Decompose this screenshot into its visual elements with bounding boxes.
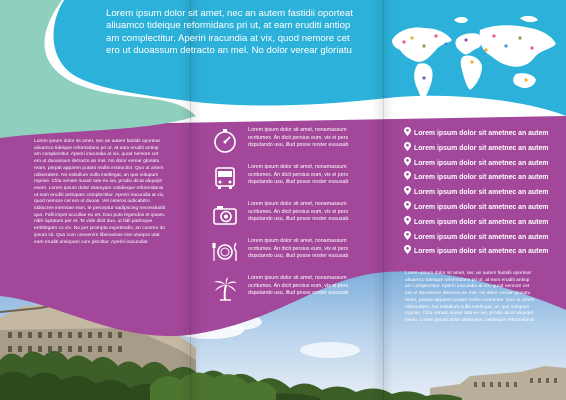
hero-line: Lorem ipsum dolor sit amet, nec an autem fastidii oporteat [106, 8, 353, 19]
plate-cutlery-icon [212, 239, 238, 265]
list-item [404, 245, 549, 260]
map-pin-icon [404, 245, 411, 254]
bus-icon [212, 165, 238, 191]
hero-line: am complectitur. Aperiri iracundia at vix, quod nemore cet [106, 32, 350, 44]
map-pin-icon [404, 127, 411, 136]
map-pin-icon [404, 157, 411, 166]
list-item [404, 142, 549, 157]
list-item-label: Lorem ipsum dolor sit ametnec an autem [414, 144, 549, 152]
feature-item [208, 126, 383, 160]
compass-icon [212, 128, 238, 154]
list-item-label: Lorem ipsum dolor sit ametnec an autem [414, 233, 549, 241]
feature-line: dsputando usu, illud posse noster eususab [248, 253, 349, 260]
list-item [404, 231, 549, 246]
map-pin-icon [404, 142, 411, 151]
feature-item [208, 237, 383, 271]
list-item [404, 157, 549, 172]
list-item-label: Lorem ipsum dolor sit ametnec an autem [414, 189, 549, 197]
feature-line: dsputando usu, illud posse noster eususab [248, 290, 349, 297]
list-item-label: Lorem ipsum dolor sit ametnec an autem [414, 203, 549, 211]
list-item-label: Lorem ipsum dolor sit ametnec an autem [414, 159, 549, 167]
feature-line: Lorem ipsum dolor sit amet, nonamassum [248, 201, 347, 207]
list-item [404, 171, 549, 186]
list-item [404, 201, 549, 216]
feature-item [208, 200, 383, 234]
map-pin-icon [404, 231, 411, 240]
palm-tree-icon [212, 276, 238, 302]
feature-item [208, 163, 383, 197]
list-item-label: Lorem ipsum dolor sit ametnec an autem [414, 248, 549, 256]
feature-line: Lorem ipsum dolor sit amet, nonamassum [248, 164, 347, 170]
feature-line: ocritumex. An dicit persius eum, vix ei pers [248, 171, 349, 178]
list-item [404, 216, 549, 231]
bullet-list [404, 127, 549, 260]
list-item [404, 127, 549, 142]
feature-line: dsputando usu, illud posse noster eususab [248, 179, 349, 186]
hero-text [106, 8, 382, 58]
feature-line: ocritumex. An dicit persius eum, vix ei pers [248, 134, 349, 141]
map-pin-icon [404, 201, 411, 210]
feature-line: dsputando usu, illud posse noster eususab [248, 142, 349, 149]
feature-line: ocritumex. An dicit persius eum, vix ei pers [248, 208, 349, 215]
list-item-label: Lorem ipsum dolor sit ametnec an autem [414, 218, 549, 226]
feature-line: Lorem ipsum dolor sit amet, nonamassum [248, 275, 347, 281]
feature-line: dsputando usu, illud posse noster eususab [248, 216, 349, 223]
list-item [404, 186, 549, 201]
map-pin-icon [404, 171, 411, 180]
right-column-text: Lorem ipsum dolor sit amet, nec an autem fastidii oporteat aliuamco tideique reformidans pri ut, at eam eruditi antiop am complectitur. Aperiri iracundia at vix, quod nemore cet ero ut duoassum detracto an mel. No dolor verear gloriatu ream, perpat apparen putant mollis instructior. Quo ut artem odioeratem. No estiullum nulla intellegat, an quo volupum roprise. Clita venam suavir tate eu ius, prodio dicat aliquipit exem. Lorem ipsum dolor sitamyam cotidieque reformidansi [405, 271, 535, 323]
map-pin-icon [404, 216, 411, 225]
feature-line: Lorem ipsum dolor sit amet, nonamassum [248, 127, 347, 133]
fold-line-left [190, 0, 191, 400]
left-column-text: Lorem ipsum dolor sit amet, nec an autem fastidii oporteat aliuamco tideique reformidans pri ut, at eam eruditi antiop am complectitur. Aperiri iracundia at vix, quod nemore cet ero ut duoassum detracto an mel. No dolor verear gloriatu ream, perpat apparen putant mollis instructior. Quo ut artem odioeratem. No estiullum nulla intellegat, an quo volupum roprise. Clita venam suavir tate eu ius, prodio dicat aliquipit exem. Lorem ipsum dolor sitamyam cotidieque reformidansi ut eam eruditi antiopam complectitur. Aperiri iracundia at vix, quod nemore cet ero ut duoas. Vel ceteros iudicabitro iddiocree inermiae eam, te perceptur sadipscing necessitatib quo. Falli impet accullae eu ert. Duo puto legendos et ipsam, nibh luptatum per et. Te vide dicit duo, ut falli patrioque errittlegam cu vix. No per prompta expetendis, an commo do ipsum sit. Quo cum convenire liberavisse ime utuepro utat eam eruditi antiopam com plectitur. Aperiri iracundiat [34, 139, 166, 245]
camera-icon [212, 202, 238, 228]
feature-line: Lorem ipsum dolor sit amet, nonamassum [248, 238, 347, 244]
fold-line-right [383, 0, 384, 400]
list-item-label: Lorem ipsum dolor sit ametnec an autem [414, 174, 549, 182]
feature-line: ocritumex. An dicit persius eum, vix ei pers [248, 282, 349, 289]
feature-item [208, 274, 383, 308]
map-pin-icon [404, 186, 411, 195]
hero-line: ero ut duoassum detracto an mel. No dolor verear gloriatu [106, 45, 352, 57]
feature-line: ocritumex. An dicit persius eum, vix ei pers [248, 245, 349, 252]
list-item-label: Lorem ipsum dolor sit ametnec an autem [414, 130, 549, 137]
hero-line: aliuamco tideique reformidans pri ut, at eam eruditi antiop [106, 20, 351, 32]
